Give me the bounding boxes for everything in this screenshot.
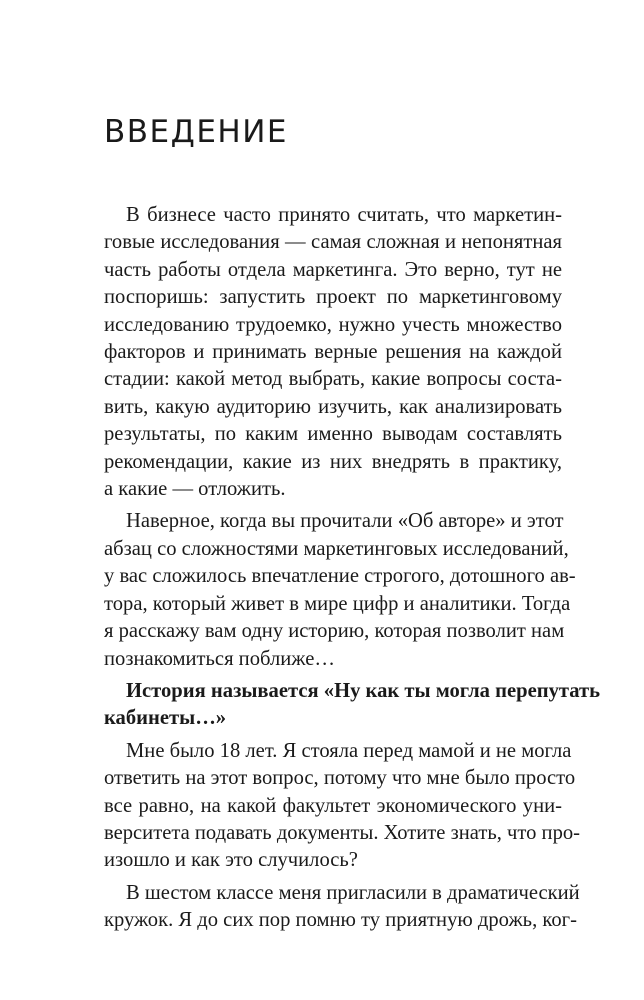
text-line: ответить на этот вопрос, потому что мне было просто bbox=[104, 767, 576, 790]
text-line: В шестом классе меня пригласили в драматический bbox=[126, 881, 580, 904]
paragraph-age-18 bbox=[104, 738, 581, 875]
text-line: История называется «Ну как ты могла перепутать bbox=[126, 679, 601, 702]
paragraph-story-heading bbox=[104, 678, 601, 733]
text-line: вить, какую аудиторию изучить, как анализировать bbox=[104, 395, 562, 418]
text-line: исследованию трудоемко, нужно учесть множество bbox=[104, 313, 562, 336]
text-line: В бизнесе часто принято считать, что маркетин- bbox=[126, 204, 562, 226]
text-line: изошло и как это случилось? bbox=[104, 849, 358, 872]
text-line: кабинеты…» bbox=[104, 707, 227, 730]
text-line: абзац со сложностями маркетинговых исследований, bbox=[104, 537, 569, 560]
text-line: рекомендации, какие из них внедрять в практику, bbox=[104, 450, 562, 473]
text-line: тора, который живет в мире цифр и аналитики. Тогда bbox=[104, 592, 571, 615]
text-line: все равно, на какой факультет экономического уни- bbox=[104, 794, 562, 817]
paragraph-about-author bbox=[104, 508, 576, 672]
text-line: кружок. Я до сих пор помню ту приятную дрожь, ког- bbox=[104, 909, 577, 932]
text-line: говые исследования — самая сложная и непонятная bbox=[104, 231, 562, 254]
text-line: факторов и принимать верные решения на каждой bbox=[104, 341, 562, 364]
text-line: верситета подавать документы. Хотите знать, что про- bbox=[104, 821, 581, 844]
text-line: результаты, по каким именно выводам составлять bbox=[104, 423, 562, 446]
text-line: а какие — отложить. bbox=[104, 478, 286, 501]
paragraph-intro bbox=[104, 202, 562, 503]
text-line: я расскажу вам одну историю, которая позволит нам bbox=[104, 620, 565, 643]
paragraph-drama-club bbox=[104, 880, 580, 935]
text-line: часть работы отдела маркетинга. Это верно, тут не bbox=[104, 258, 562, 281]
text-line: Мне было 18 лет. Я стояла перед мамой и не могла bbox=[126, 739, 572, 762]
text-line: Наверное, когда вы прочитали «Об авторе» и этот bbox=[126, 510, 564, 533]
text-line: у вас сложилось впечатление строгого, дотошного ав- bbox=[104, 565, 576, 588]
text-line: стадии: какой метод выбрать, какие вопросы соста- bbox=[104, 368, 562, 391]
text-line: познакомиться поближе… bbox=[104, 647, 335, 670]
chapter-title: ВВЕДЕНИЕ bbox=[104, 114, 289, 150]
text-line: поспоришь: запустить проект по маркетинговому bbox=[104, 286, 562, 309]
body-text bbox=[104, 202, 601, 935]
